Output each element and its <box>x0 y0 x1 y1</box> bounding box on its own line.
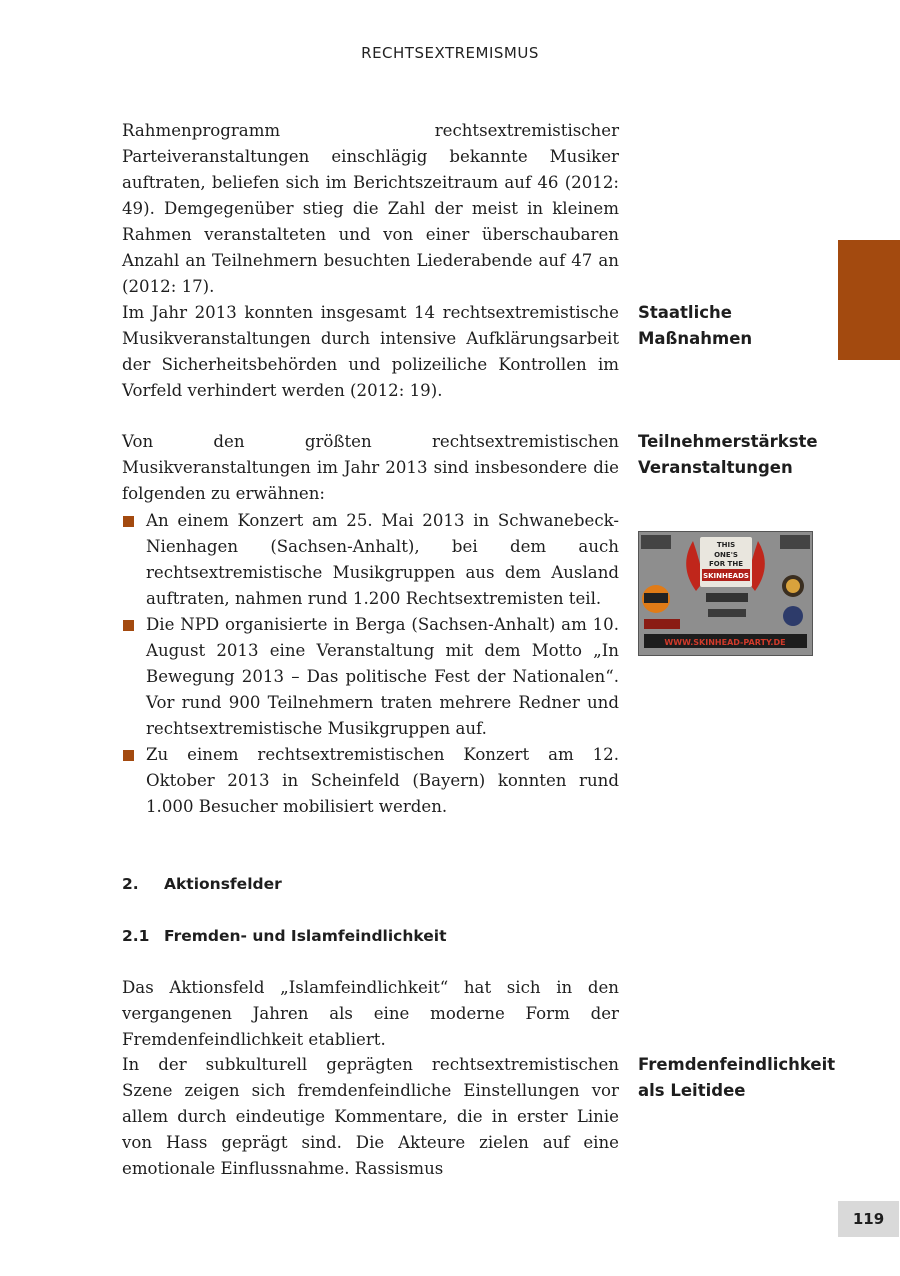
paragraph-largest-events: Von den größten rechtsextremistischen Musikveranstaltungen im Jahr 2013 sind insbesondere die folgenden zu erwähnen: <box>122 432 619 503</box>
heading-text: Fremden- und Islamfeindlichkeit <box>164 927 447 945</box>
paragraph-prevented-events: Im Jahr 2013 konnten insgesamt 14 rechtsextremistische Musikveranstaltungen durch intensive Aufklärungsarbeit der Sicherheitsbehörden und polizeiliche Kontrollen im Vorfeld verhindert werden (2012: 19). <box>122 303 619 400</box>
chapter-tab <box>838 240 900 360</box>
heading-number: 2.1 <box>122 927 150 945</box>
list-item <box>122 612 619 742</box>
event-list <box>122 508 619 820</box>
sidenote-line: als Leitidee <box>638 1081 746 1100</box>
sidenote-line: Teilnehmerstärkste <box>638 432 818 451</box>
sidenote-line: Fremdenfeindlichkeit <box>638 1055 836 1074</box>
list-item-text: An einem Konzert am 25. Mai 2013 in Schwanebeck-Nienhagen (Sachsen-Anhalt), bei dem auch rechtsextremistische Musikgruppen aus dem Ausland auftraten, nahmen rund 1.200 Rechtsextremisten teil. <box>146 511 619 608</box>
sidenote-line: Maßnahmen <box>638 329 753 348</box>
list-item <box>122 508 619 612</box>
poster-line: ONE'S <box>714 551 738 559</box>
poster-line: FOR THE <box>709 560 743 568</box>
paragraph-islamfeindlichkeit: Das Aktionsfeld „Islamfeindlichkeit“ hat sich in den vergangenen Jahren als eine moderne Form der Fremdenfeindlichkeit etabliert. <box>122 978 619 1049</box>
page-number: 119 <box>838 1201 899 1237</box>
sidenote-line: Staatliche <box>638 303 732 322</box>
poster-footer: WWW.SKINHEAD-PARTY.DE <box>664 638 786 647</box>
sidenote-staatliche-massnahmen <box>638 300 838 352</box>
running-header: RECHTSEXTREMISMUS <box>361 44 539 62</box>
concert-poster-image <box>638 531 813 656</box>
bullet-square-icon <box>123 750 134 761</box>
list-item-text: Die NPD organisierte in Berga (Sachsen-Anhalt) am 10. August 2013 eine Veranstaltung mit dem Motto „In Bewegung 2013 – Das politische Fest der Nationalen“. Vor rund 900 Teilnehmern traten mehrere Redner und rechtsextremistische Musikgruppen auf. <box>146 615 619 738</box>
paragraph-music-events: Rahmenprogramm rechtsextremistischer Parteiveranstaltungen einschlägig bekannte Musiker auftraten, beliefen sich im Berichtszeitraum auf 46 (2012: 49). Demgegenüber stieg die Zahl der meist in kleinem Rahmen veranstalteten und von einer überschaubaren Anzahl an Teilnehmern besuchten Liederabende auf 47 an (2012: 17). <box>122 121 619 296</box>
list-item-text: Zu einem rechtsextremistischen Konzert am 12. Oktober 2013 in Scheinfeld (Bayern) konnten rund 1.000 Besucher mobilisiert werden. <box>146 745 619 816</box>
poster-line: THIS <box>716 541 736 549</box>
paragraph-subkultur: In der subkulturell geprägten rechtsextremistischen Szene zeigen sich fremdenfeindliche Einstellungen vor allem durch eindeutige Kommentare, die in erster Linie von Hass geprägt sind. Die Akteure zielen auf eine emotionale Einflussnahme. Rassismus <box>122 1055 619 1178</box>
subsection-heading-fremdenfeindlichkeit <box>122 924 447 948</box>
poster-line: SKINHEADS <box>703 572 749 580</box>
bullet-square-icon <box>123 516 134 527</box>
sidenote-line: Veranstaltungen <box>638 458 793 477</box>
sidenote-teilnehmerstaerkste <box>638 429 838 481</box>
list-item <box>122 742 619 820</box>
sidenote-fremdenfeindlichkeit-leitidee <box>638 1052 838 1104</box>
heading-text: Aktionsfelder <box>164 875 282 893</box>
heading-number: 2. <box>122 875 139 893</box>
section-heading-aktionsfelder <box>122 872 282 896</box>
bullet-square-icon <box>123 620 134 631</box>
